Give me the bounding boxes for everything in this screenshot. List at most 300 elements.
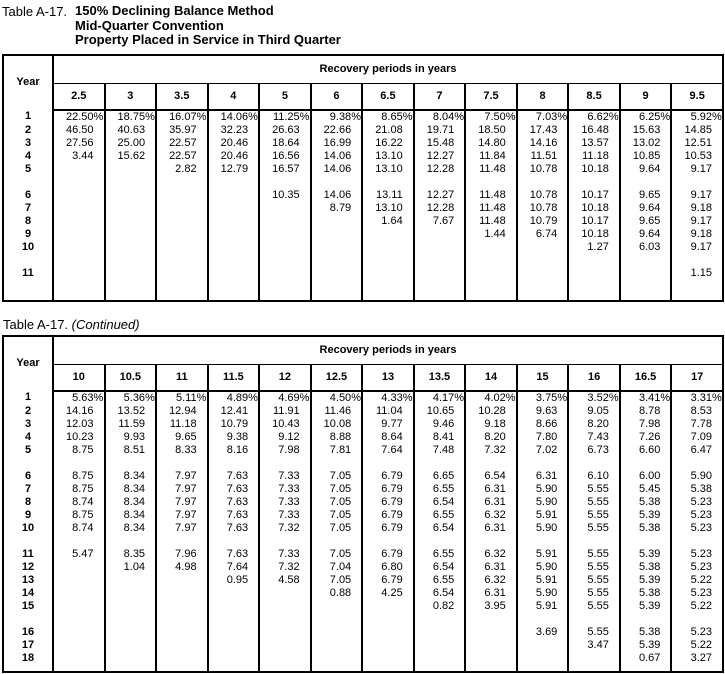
value-cell: 5.55 (568, 587, 620, 600)
table-body (3, 110, 723, 301)
value-cell: 20.46 (208, 150, 260, 163)
value-cell: 6.79 (362, 470, 414, 483)
value-cell (53, 600, 105, 613)
value-cell (259, 457, 311, 470)
column-header-row (3, 83, 723, 110)
value-cell: 5.39 (620, 600, 672, 613)
value-cell (208, 600, 260, 613)
year-cell: 9 (24, 227, 32, 240)
value-cell: 0.82 (414, 600, 466, 613)
value-cell (517, 254, 569, 267)
group-header-row (3, 55, 723, 84)
value-cell (259, 215, 311, 228)
value-cell (671, 254, 723, 267)
value-cell: 10.85 (620, 150, 672, 163)
value-cell: 46.50 (53, 124, 105, 137)
value-cell: 7.05 (311, 522, 363, 535)
value-cell: 5.91 (517, 574, 569, 587)
value-cell: 5.38 (620, 587, 672, 600)
value-cell: 9.93 (105, 431, 157, 444)
value-cell (568, 535, 620, 548)
value-cell (465, 280, 517, 301)
value-cell: 27.56 (53, 137, 105, 150)
year-cell (3, 254, 53, 267)
year-cell: 8 (24, 214, 32, 227)
value-cell: 6.25% (620, 110, 672, 124)
value-cell (53, 457, 105, 470)
value-cell: 10.78 (517, 163, 569, 176)
table-row (3, 639, 723, 652)
value-cell: 5.90 (517, 561, 569, 574)
value-cell: 7.32 (465, 444, 517, 457)
value-cell (208, 457, 260, 470)
value-cell: 6.31 (465, 561, 517, 574)
value-cell (53, 163, 105, 176)
value-cell (156, 202, 208, 215)
table-row (3, 483, 723, 496)
recovery-periods-header: Recovery periods in years (53, 336, 723, 365)
value-cell: 5.23 (671, 522, 723, 535)
value-cell: 7.33 (259, 548, 311, 561)
value-cell (517, 652, 569, 665)
value-cell (156, 457, 208, 470)
value-cell (259, 639, 311, 652)
table-label-continued: Table A-17. (3, 316, 69, 332)
value-cell: 8.66 (517, 418, 569, 431)
value-cell (414, 652, 466, 665)
value-cell: 6.79 (362, 522, 414, 535)
value-cell: 14.06 (311, 150, 363, 163)
value-cell: 3.31% (671, 391, 723, 405)
value-cell: 1.04 (105, 561, 157, 574)
value-cell (53, 228, 105, 241)
recovery-period-column-header: 14 (465, 364, 517, 391)
value-cell: 9.64 (620, 228, 672, 241)
value-cell: 8.34 (105, 470, 157, 483)
spacer-row (3, 613, 723, 626)
recovery-period-column-header: 8 (517, 83, 569, 110)
value-cell: 7.26 (620, 431, 672, 444)
value-cell (105, 600, 157, 613)
value-cell: 12.41 (208, 405, 260, 418)
value-cell: 14.16 (517, 137, 569, 150)
recovery-period-column-header: 5 (259, 83, 311, 110)
spacer-row (3, 535, 723, 548)
value-cell (208, 587, 260, 600)
value-cell (105, 280, 157, 301)
value-cell: 12.94 (156, 405, 208, 418)
title-lines (75, 4, 341, 48)
value-cell: 7.63 (208, 548, 260, 561)
value-cell: 8.74 (53, 522, 105, 535)
value-cell: 6.54 (414, 587, 466, 600)
value-cell (259, 652, 311, 665)
year-cell (3, 665, 53, 672)
value-cell: 7.33 (259, 470, 311, 483)
value-cell: 5.55 (568, 496, 620, 509)
value-cell: 5.55 (568, 561, 620, 574)
value-cell: 7.78 (671, 418, 723, 431)
value-cell: 5.63% (53, 391, 105, 405)
year-cell (3, 176, 53, 189)
value-cell (105, 228, 157, 241)
value-cell: 7.63 (208, 509, 260, 522)
value-cell: 18.64 (259, 137, 311, 150)
value-cell: 8.64 (362, 431, 414, 444)
value-cell: 7.05 (311, 548, 363, 561)
year-cell (3, 457, 53, 470)
value-cell (414, 535, 466, 548)
value-cell: 9.17 (671, 241, 723, 254)
value-cell: 6.55 (414, 574, 466, 587)
value-cell: 7.09 (671, 431, 723, 444)
value-cell: 1.64 (362, 215, 414, 228)
value-cell (414, 613, 466, 626)
value-cell (414, 639, 466, 652)
value-cell: 5.90 (671, 470, 723, 483)
value-cell: 8.33 (156, 444, 208, 457)
value-cell (311, 228, 363, 241)
value-cell (105, 189, 157, 202)
value-cell (671, 613, 723, 626)
value-cell: 5.39 (620, 574, 672, 587)
value-cell: 5.22 (671, 639, 723, 652)
value-cell: 3.69 (517, 626, 569, 639)
value-cell: 11.84 (465, 150, 517, 163)
value-cell: 18.75% (105, 110, 157, 124)
value-cell: 7.96 (156, 548, 208, 561)
value-cell: 15.48 (414, 137, 466, 150)
value-cell: 14.06 (311, 163, 363, 176)
table-row (3, 228, 723, 241)
value-cell (53, 241, 105, 254)
value-cell: 7.63 (208, 522, 260, 535)
value-cell: 13.57 (568, 137, 620, 150)
value-cell: 4.58 (259, 574, 311, 587)
value-cell: 11.18 (156, 418, 208, 431)
value-cell (311, 639, 363, 652)
value-cell: 12.28 (414, 202, 466, 215)
value-cell (156, 613, 208, 626)
value-cell: 5.11% (156, 391, 208, 405)
value-cell: 10.79 (208, 418, 260, 431)
value-cell: 6.55 (414, 548, 466, 561)
value-cell: 16.99 (311, 137, 363, 150)
value-cell (53, 587, 105, 600)
value-cell: 8.34 (105, 483, 157, 496)
value-cell: 9.65 (620, 189, 672, 202)
value-cell: 13.10 (362, 202, 414, 215)
value-cell: 6.31 (465, 483, 517, 496)
value-cell (465, 665, 517, 672)
value-cell (105, 639, 157, 652)
value-cell: 1.27 (568, 241, 620, 254)
value-cell: 11.04 (362, 405, 414, 418)
year-cell (3, 280, 53, 301)
value-cell: 9.17 (671, 215, 723, 228)
value-cell: 14.80 (465, 137, 517, 150)
value-cell (311, 176, 363, 189)
value-cell (105, 215, 157, 228)
value-cell: 26.63 (259, 124, 311, 137)
value-cell: 6.74 (517, 228, 569, 241)
value-cell: 5.90 (517, 496, 569, 509)
value-cell: 15.62 (105, 150, 157, 163)
value-cell: 5.22 (671, 600, 723, 613)
table-row (3, 509, 723, 522)
value-cell (156, 280, 208, 301)
value-cell: 8.79 (311, 202, 363, 215)
value-cell: 0.88 (311, 587, 363, 600)
table-row (3, 574, 723, 587)
value-cell: 7.05 (311, 574, 363, 587)
value-cell: 12.28 (414, 163, 466, 176)
value-cell (465, 535, 517, 548)
table-row (3, 496, 723, 509)
value-cell (105, 202, 157, 215)
value-cell: 7.04 (311, 561, 363, 574)
value-cell (156, 574, 208, 587)
value-cell (620, 535, 672, 548)
value-cell (208, 626, 260, 639)
value-cell (156, 535, 208, 548)
value-cell (465, 241, 517, 254)
value-cell (620, 613, 672, 626)
value-cell (517, 535, 569, 548)
value-cell (208, 665, 260, 672)
value-cell (259, 176, 311, 189)
value-cell: 9.18 (671, 202, 723, 215)
value-cell (311, 613, 363, 626)
value-cell (465, 639, 517, 652)
value-cell: 5.23 (671, 496, 723, 509)
value-cell: 7.98 (259, 444, 311, 457)
value-cell: 22.57 (156, 137, 208, 150)
value-cell: 5.47 (53, 548, 105, 561)
value-cell (53, 665, 105, 672)
value-cell: 7.63 (208, 483, 260, 496)
value-cell (156, 189, 208, 202)
value-cell: 8.75 (53, 483, 105, 496)
year-cell: 9 (24, 508, 32, 521)
value-cell (259, 600, 311, 613)
value-cell: 6.31 (465, 496, 517, 509)
table-row (3, 561, 723, 574)
value-cell (53, 613, 105, 626)
value-cell (568, 176, 620, 189)
recovery-period-column-header: 7.5 (465, 83, 517, 110)
value-cell (568, 613, 620, 626)
year-column-header: Year (3, 55, 53, 110)
value-cell: 6.00 (620, 470, 672, 483)
value-cell: 20.46 (208, 137, 260, 150)
value-cell: 6.54 (414, 496, 466, 509)
value-cell: 9.12 (259, 431, 311, 444)
value-cell (208, 613, 260, 626)
value-cell: 8.74 (53, 496, 105, 509)
value-cell (311, 254, 363, 267)
value-cell: 13.52 (105, 405, 157, 418)
year-cell: 7 (24, 201, 32, 214)
value-cell: 5.55 (568, 574, 620, 587)
value-cell: 13.10 (362, 163, 414, 176)
value-cell (208, 176, 260, 189)
value-cell (156, 215, 208, 228)
value-cell: 6.79 (362, 509, 414, 522)
value-cell (208, 267, 260, 280)
value-cell: 5.91 (517, 548, 569, 561)
year-column-header: Year (3, 336, 53, 391)
year-cell: 11 (22, 266, 34, 279)
value-cell: 7.05 (311, 509, 363, 522)
value-cell: 5.55 (568, 522, 620, 535)
value-cell: 10.35 (259, 189, 311, 202)
value-cell (671, 280, 723, 301)
table-row (3, 405, 723, 418)
value-cell (517, 613, 569, 626)
value-cell: 9.05 (568, 405, 620, 418)
value-cell: 8.35 (105, 548, 157, 561)
value-cell: 0.67 (620, 652, 672, 665)
value-cell: 8.34 (105, 522, 157, 535)
value-cell: 14.16 (53, 405, 105, 418)
value-cell (156, 241, 208, 254)
value-cell: 11.59 (105, 418, 157, 431)
value-cell (105, 535, 157, 548)
recovery-period-column-header: 13.5 (414, 364, 466, 391)
recovery-period-column-header: 4 (208, 83, 260, 110)
value-cell (671, 176, 723, 189)
year-cell: 11 (22, 547, 34, 560)
value-cell: 10.18 (568, 202, 620, 215)
year-cell: 4 (24, 430, 32, 443)
value-cell (568, 652, 620, 665)
value-cell (517, 457, 569, 470)
value-cell (53, 202, 105, 215)
continued-caption (3, 317, 724, 332)
recovery-period-column-header: 2.5 (53, 83, 105, 110)
value-cell: 12.03 (53, 418, 105, 431)
year-cell (3, 613, 53, 626)
value-cell (517, 665, 569, 672)
value-cell (105, 241, 157, 254)
spacer-row (3, 280, 723, 301)
value-cell: 8.88 (311, 431, 363, 444)
value-cell: 16.22 (362, 137, 414, 150)
recovery-period-column-header: 13 (362, 364, 414, 391)
value-cell (156, 254, 208, 267)
value-cell (362, 280, 414, 301)
year-cell: 18 (21, 651, 35, 664)
value-cell: 5.55 (568, 509, 620, 522)
value-cell (208, 254, 260, 267)
value-cell (311, 215, 363, 228)
value-cell: 6.47 (671, 444, 723, 457)
value-cell: 11.46 (311, 405, 363, 418)
year-cell: 5 (24, 162, 32, 175)
value-cell: 5.90 (517, 587, 569, 600)
value-cell: 5.55 (568, 483, 620, 496)
value-cell: 6.31 (517, 470, 569, 483)
table-label: Table A-17. (2, 4, 68, 19)
value-cell: 7.05 (311, 470, 363, 483)
depreciation-table-2 (2, 335, 724, 673)
year-cell: 1 (24, 110, 32, 122)
year-cell: 17 (21, 638, 35, 651)
value-cell: 10.18 (568, 228, 620, 241)
value-cell: 6.03 (620, 241, 672, 254)
value-cell: 6.62% (568, 110, 620, 124)
value-cell: 4.50% (311, 391, 363, 405)
value-cell: 16.56 (259, 150, 311, 163)
value-cell: 5.39 (620, 639, 672, 652)
value-cell (53, 574, 105, 587)
value-cell: 7.02 (517, 444, 569, 457)
value-cell: 7.33 (259, 496, 311, 509)
value-cell: 10.79 (517, 215, 569, 228)
value-cell: 6.79 (362, 483, 414, 496)
value-cell (311, 626, 363, 639)
value-cell (53, 626, 105, 639)
value-cell: 7.97 (156, 483, 208, 496)
value-cell (259, 202, 311, 215)
value-cell (362, 665, 414, 672)
value-cell (311, 241, 363, 254)
year-cell: 12 (21, 560, 35, 573)
value-cell (105, 613, 157, 626)
table-row (3, 626, 723, 639)
value-cell (362, 535, 414, 548)
value-cell (620, 665, 672, 672)
value-cell: 6.73 (568, 444, 620, 457)
value-cell: 6.79 (362, 548, 414, 561)
recovery-period-column-header: 10.5 (105, 364, 157, 391)
year-cell: 5 (24, 443, 32, 456)
value-cell: 10.17 (568, 215, 620, 228)
value-cell (568, 665, 620, 672)
value-cell: 4.69% (259, 391, 311, 405)
value-cell: 8.65% (362, 110, 414, 124)
value-cell: 8.20 (465, 431, 517, 444)
value-cell (362, 267, 414, 280)
value-cell: 15.63 (620, 124, 672, 137)
value-cell: 8.04% (414, 110, 466, 124)
value-cell: 7.98 (620, 418, 672, 431)
value-cell: 3.95 (465, 600, 517, 613)
value-cell: 6.54 (414, 561, 466, 574)
value-cell: 3.27 (671, 652, 723, 665)
value-cell (156, 639, 208, 652)
value-cell: 7.05 (311, 496, 363, 509)
table-row (3, 431, 723, 444)
value-cell: 9.17 (671, 189, 723, 202)
value-cell (465, 176, 517, 189)
value-cell: 7.32 (259, 522, 311, 535)
value-cell (53, 561, 105, 574)
value-cell (620, 457, 672, 470)
year-cell: 3 (24, 136, 32, 149)
value-cell: 4.17% (414, 391, 466, 405)
year-cell: 8 (24, 495, 32, 508)
value-cell: 4.02% (465, 391, 517, 405)
value-cell: 22.50% (53, 110, 105, 124)
value-cell: 5.36% (105, 391, 157, 405)
value-cell (465, 267, 517, 280)
value-cell: 5.39 (620, 509, 672, 522)
value-cell: 4.25 (362, 587, 414, 600)
value-cell (465, 652, 517, 665)
value-cell: 9.38 (208, 431, 260, 444)
